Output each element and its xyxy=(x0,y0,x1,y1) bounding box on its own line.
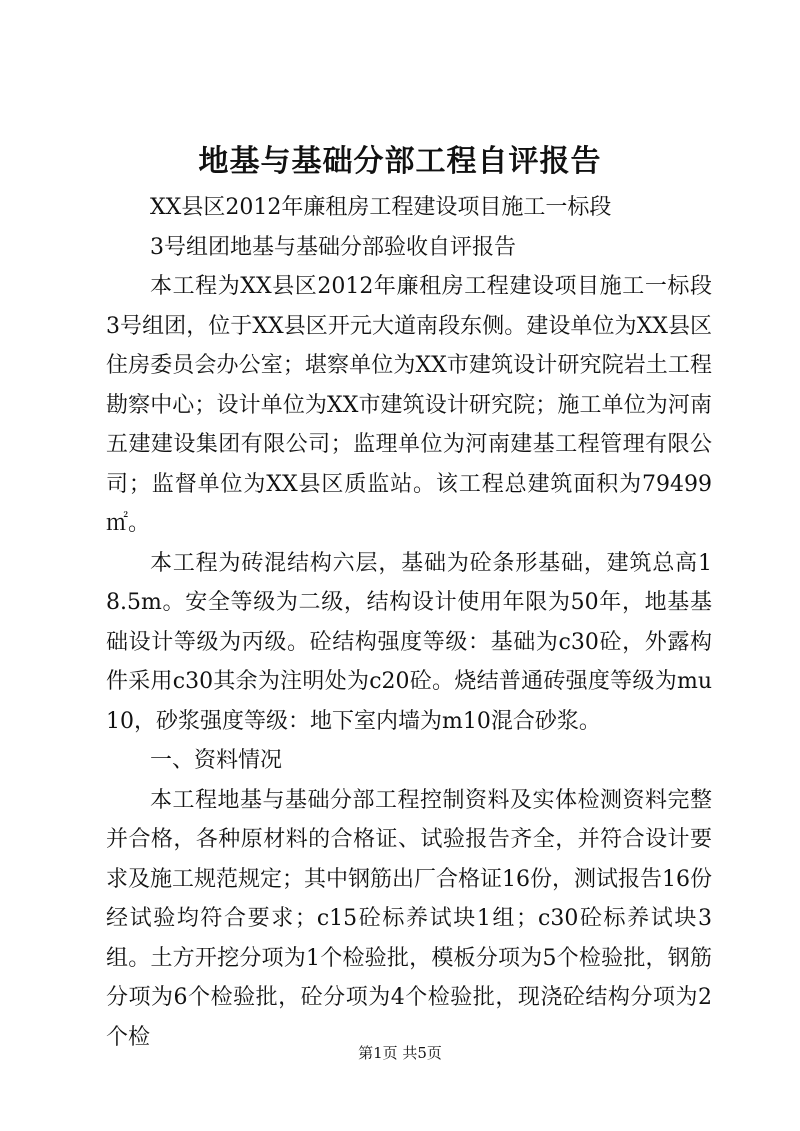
project-heading-line-1: XX县区2012年廉租房工程建设项目施工一标段 xyxy=(150,195,612,220)
project-heading-line-2: 3号组团地基与基础分部验收自评报告 xyxy=(150,234,516,260)
document-title: 地基与基础分部工程自评报告 xyxy=(198,144,602,179)
document-body xyxy=(106,188,712,1057)
section-heading-materials: 一、资料情况 xyxy=(150,748,283,773)
project-overview-paragraph: 本工程为XX县区2012年廉租房工程建设项目施工一标段3号组团，位于XX县区开元大道南段东侧。建设单位为XX县区住房委员会办公室；堪察单位为XX市建筑设计研究院岩土工程勘察中心；设计单位为XX市建筑设计研究院；施工单位为河南五建建设集团有限公司；监理单位为河南建基工程管理有限公司；监督单位为XX县区质监站。该工程总建筑面积为79499㎡。 xyxy=(106,274,712,536)
page-footer: 第1页 共5页 xyxy=(358,1044,442,1062)
structure-details-paragraph: 本工程为砖混结构六层，基础为砼条形基础，建筑总高18.5m。安全等级为二级，结构设计使用年限为50年，地基基础设计等级为丙级。砼结构强度等级：基础为c30砼，外露构件采用c30其余为注明处为c20砼。烧结普通砖强度等级为mu10，砂浆强度等级：地下室内墙为m10混合砂浆。 xyxy=(106,550,712,734)
materials-paragraph: 本工程地基与基础分部工程控制资料及实体检测资料完整并合格，各种原材料的合格证、试验报告齐全，并符合设计要求及施工规范规定；其中钢筋出厂合格证16份，测试报告16份经试验均符合要求；c15砼标养试块1组；c30砼标养试块3组。土方开挖分项为1个检验批，模板分项为5个检验批，钢筋分项为6个检验批，砼分项为4个检验批，现浇砼结构分项为2个检 xyxy=(106,787,712,1050)
